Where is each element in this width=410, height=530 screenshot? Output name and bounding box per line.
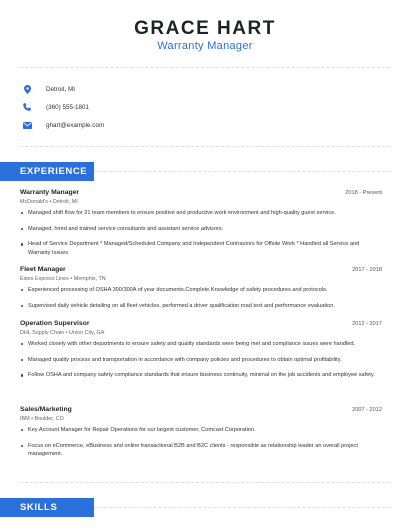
job-entry	[20, 189, 382, 257]
job-entry	[20, 266, 382, 310]
experience-heading: EXPERIENCE	[0, 162, 94, 181]
job-title: Sales/Marketing	[20, 406, 72, 413]
job-bullet: Experienced processing of OSHA 300/300A of year documents.Complete Knowledge of safety procedures and protocols.	[20, 286, 382, 295]
job-bullets	[20, 426, 382, 459]
job-bullet: Managed, hired and trained service consultants and assistant service advisors.	[20, 225, 382, 234]
job-company: DHL Supply Chain	[20, 330, 65, 336]
job-bullet: Managed quality process and transportation in accordance with company policies and procedures to obtain optimal profitability.	[20, 356, 382, 365]
job-company: IBM	[20, 416, 30, 422]
job-dates: 2007 - 2012	[352, 407, 382, 413]
job-company-line: Estes Express Lines • Memphis, TN	[20, 276, 106, 282]
candidate-title: Warranty Manager	[157, 40, 253, 52]
job-location: Memphis, TN	[73, 276, 106, 282]
phone-icon	[22, 102, 32, 112]
contact-phone	[22, 101, 89, 113]
job-location: Detroit, MI	[52, 199, 78, 205]
job-dates: 2018 - Present	[345, 190, 382, 196]
job-company-line: IBM • Boulder, CO	[20, 416, 64, 422]
job-entry	[20, 406, 382, 459]
job-company: McDonald's	[20, 199, 48, 205]
job-bullet: Head of Service Department * Managed/Scheduled Company and Independent Contractors for Offsite Work * Handled all Service and Warranty Issues	[20, 240, 382, 257]
skills-heading: SKILLS	[0, 498, 94, 517]
job-title: Warranty Manager	[20, 189, 80, 196]
job-title: Fleet Manager	[20, 266, 66, 273]
location-pin-icon	[22, 84, 32, 94]
skills-heading-line	[94, 507, 390, 508]
job-bullets	[20, 209, 382, 257]
job-bullets	[20, 286, 382, 310]
phone-text: (360) 555-1801	[46, 103, 90, 111]
job-company-line: McDonald's • Detroit, MI	[20, 199, 78, 205]
job-bullet: Key Account Manager for Repair Operations for our largest customer, Comcast Corporation.	[20, 426, 382, 435]
job-dates: 2012 - 2017	[352, 321, 382, 327]
job-title: Operation Supervisor	[20, 320, 90, 327]
experience-divider	[20, 482, 390, 483]
job-bullet: Worked closely with other departments to ensure safety and quality standards were being met and compliance issues were handled.	[20, 340, 382, 349]
location-text: Detroit, MI	[46, 85, 76, 93]
job-bullets	[20, 340, 382, 380]
candidate-name: GRACE HART	[134, 18, 276, 39]
job-dates: 2017 - 2018	[352, 267, 382, 273]
email-text[interactable]: ghart@example.com	[46, 121, 105, 129]
job-company: Estes Express Lines	[20, 276, 69, 282]
job-company-line: DHL Supply Chain • Union City, GA	[20, 330, 105, 336]
contact-location	[22, 83, 75, 95]
job-location: Boulder, CO	[34, 416, 64, 422]
job-entry	[20, 320, 382, 380]
job-bullet: Focus on eCommerce, eBusiness and online transactional B2B and B2C clients - responsible as relationship leader an overall project management.	[20, 442, 382, 459]
contact-divider	[20, 146, 390, 147]
job-bullet: Managed shift flow for 21 team members to ensure positive and productive work environment and high-quality guest service.	[20, 209, 382, 218]
job-bullet: Follow OSHA and company safety compliance standards that ensure business continuity, minimal on the job accidents and employee safety.	[20, 371, 382, 380]
header-divider	[20, 67, 390, 68]
job-bullet: Supervised daily vehicle detailing on all fleet vehicles, performed a driver qualification road test and performance evaluation.	[20, 302, 382, 311]
contact-email	[22, 119, 104, 131]
experience-heading-line	[94, 171, 390, 172]
email-icon	[22, 120, 32, 130]
job-location: Union City, GA	[69, 330, 105, 336]
